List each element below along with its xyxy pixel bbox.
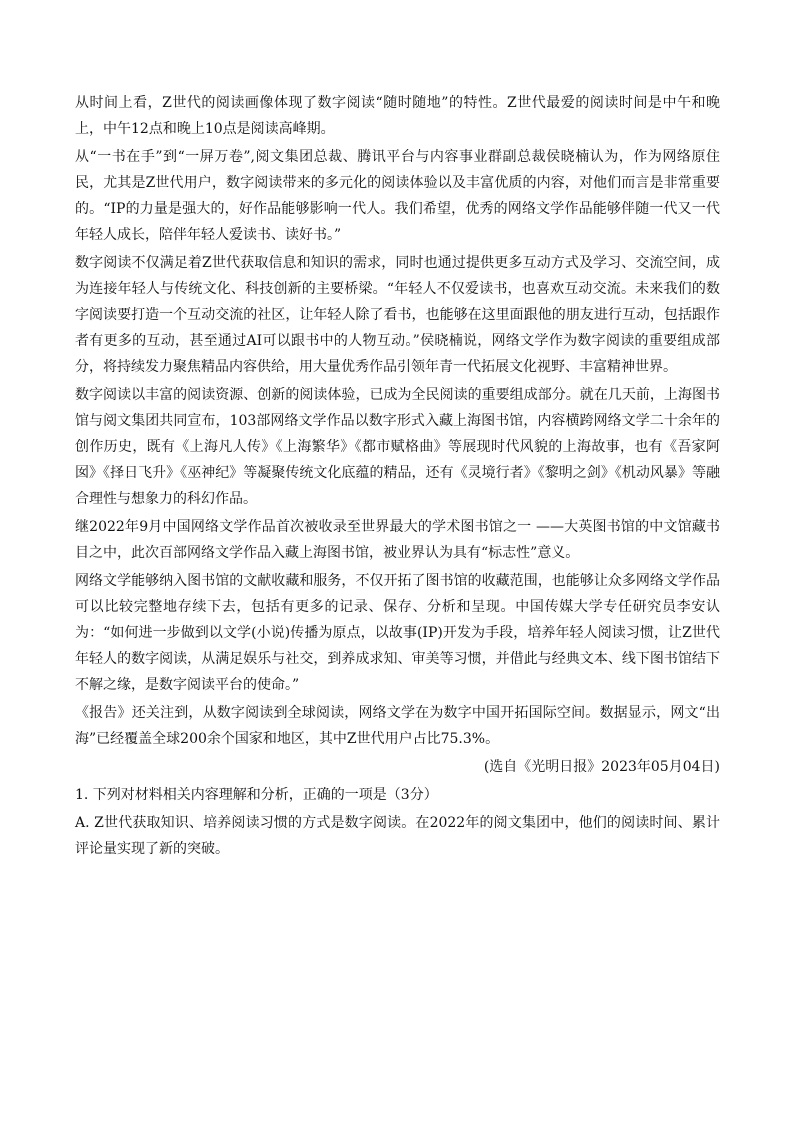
question-1: 1. 下列对材料相关内容理解和分析，正确的一项是（3分） bbox=[75, 787, 438, 803]
paragraph-7: 《报告》还关注到，从数字阅读到全球阅读，网络文学在为数字中国开拓国际空间。数据显示，网文“出海”已经覆盖全球200余个国家和地区，其中Z世代用户占比75.3%。 bbox=[75, 705, 720, 747]
option-a: A. Z世代获取知识、培养阅读习惯的方式是数字阅读。在2022年的阅文集团中，他们的阅读时间、累计评论量实现了新的突破。 bbox=[75, 815, 720, 857]
paragraph-5: 继2022年9月中国网络文学作品首次被收录至世界最大的学术图书馆之一 ——大英图书馆的中文馆藏书目之中，此次百部网络文学作品入藏上海图书馆，被业界认为具有“标志性”意义。 bbox=[75, 519, 720, 561]
source-citation: (选自《光明日报》2023年05月04日) bbox=[483, 759, 720, 775]
paragraph-6: 网络文学能够纳入图书馆的文献收藏和服务，不仅开拓了图书馆的收藏范围，也能够让众多网络文学作品可以比较完整地存续下去，包括有更多的记录、保存、分析和呈现。中国传媒大学专任研究员李安认为：“如何进一步做到以文学(小说)传播为原点，以故事(IP)开发为手段，培养年轻人阅读习惯，让Z世代年轻人的数字阅读，从满足娱乐与社交，到养成求知、审美等习惯，并借此与经典文本、线下图书馆结下不解之缘，是数字阅读平台的使命。” bbox=[75, 573, 720, 693]
document-page bbox=[75, 90, 720, 864]
paragraph-2: 从“一书在手”到“一屏万卷”,阅文集团总裁、腾讯平台与内容事业群副总裁侯晓楠认为，作为网络原住民，尤其是Z世代用户，数字阅读带来的多元化的阅读体验以及丰富优质的内容，对他们而言是非常重要的。“IP的力量是强大的，好作品能够影响一代人。我们希望，优秀的网络文学作品能够伴随一代又一代年轻人成长，陪伴年轻人爱读书、读好书。” bbox=[75, 149, 720, 243]
paragraph-4: 数字阅读以丰富的阅读资源、创新的阅读体验，已成为全民阅读的重要组成部分。就在几天前，上海图书馆与阅文集团共同宣布，103部网络文学作品以数字形式入藏上海图书馆，内容横跨网络文学二十余年的创作历史，既有《上海凡人传》《上海繁华》《都市赋格曲》等展现时代风貌的上海故事，也有《吾家阿囡》《择日飞升》《巫神纪》等凝聚传统文化底蕴的精品，还有《灵境行者》《黎明之剑》《机动风暴》等融合理性与想象力的科幻作品。 bbox=[75, 387, 720, 507]
paragraph-3: 数字阅读不仅满足着Z世代获取信息和知识的需求，同时也通过提供更多互动方式及学习、交流空间，成为连接年轻人与传统文化、科技创新的主要桥梁。“年轻人不仅爱读书，也喜欢互动交流。未来我们的数字阅读要打造一个互动交流的社区，让年轻人除了看书，也能够在这里面跟他的朋友进行互动，包括跟作者有更多的互动，甚至通过AI可以跟书中的人物互动。”侯晓楠说，网络文学作为数字阅读的重要组成部分，将持续发力聚焦精品内容供给，用大量优秀作品引领年青一代拓展文化视野、丰富精神世界。 bbox=[75, 255, 720, 375]
paragraph-1: 从时间上看，Z世代的阅读画像体现了数字阅读“随时随地”的特性。Z世代最爱的阅读时间是中午和晚上，中午12点和晚上10点是阅读高峰期。 bbox=[75, 95, 720, 137]
